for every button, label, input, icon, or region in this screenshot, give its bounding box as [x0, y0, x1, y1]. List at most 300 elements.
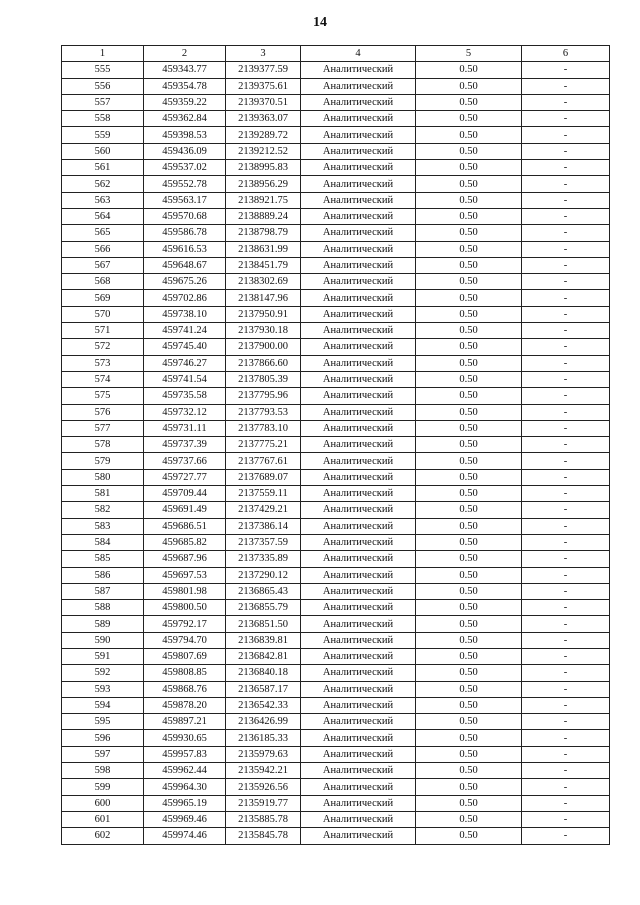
- page-number: 14: [313, 15, 327, 30]
- table-cell: 0.50: [416, 469, 522, 485]
- table-cell: 2136839.81: [226, 632, 301, 648]
- table-cell: 2136587.17: [226, 681, 301, 697]
- table-row: [62, 697, 610, 713]
- table-cell: Аналитический: [301, 486, 416, 502]
- table-cell: -: [522, 388, 610, 404]
- table-row: [62, 453, 610, 469]
- table-row: [62, 404, 610, 420]
- table-cell: Аналитический: [301, 600, 416, 616]
- table-cell: -: [522, 225, 610, 241]
- table-cell: 0.50: [416, 795, 522, 811]
- table-cell: 598: [62, 763, 144, 779]
- table-cell: 0.50: [416, 290, 522, 306]
- table-cell: Аналитический: [301, 225, 416, 241]
- column-header: 6: [522, 46, 610, 62]
- table-row: [62, 274, 610, 290]
- table-cell: 0.50: [416, 339, 522, 355]
- table-cell: Аналитический: [301, 469, 416, 485]
- table-cell: -: [522, 94, 610, 110]
- table-cell: 602: [62, 828, 144, 844]
- table-cell: Аналитический: [301, 502, 416, 518]
- table-cell: -: [522, 453, 610, 469]
- table-cell: -: [522, 534, 610, 550]
- table-cell: 459741.54: [144, 371, 226, 387]
- table-cell: -: [522, 355, 610, 371]
- table-cell: 591: [62, 648, 144, 664]
- table-cell: 568: [62, 274, 144, 290]
- table-cell: -: [522, 828, 610, 844]
- table-cell: 594: [62, 697, 144, 713]
- table-cell: 0.50: [416, 453, 522, 469]
- table-cell: Аналитический: [301, 208, 416, 224]
- table-row: [62, 518, 610, 534]
- table-cell: 596: [62, 730, 144, 746]
- table-cell: 600: [62, 795, 144, 811]
- table-row: [62, 534, 610, 550]
- table-cell: Аналитический: [301, 681, 416, 697]
- table-cell: 569: [62, 290, 144, 306]
- table-cell: 2139377.59: [226, 62, 301, 78]
- table-cell: 459563.17: [144, 192, 226, 208]
- table-cell: 0.50: [416, 583, 522, 599]
- table-cell: 459687.96: [144, 551, 226, 567]
- table-cell: Аналитический: [301, 567, 416, 583]
- table-cell: 459362.84: [144, 111, 226, 127]
- table-cell: 2136855.79: [226, 600, 301, 616]
- table-row: [62, 355, 610, 371]
- table-cell: 459675.26: [144, 274, 226, 290]
- table-cell: 0.50: [416, 127, 522, 143]
- table-cell: 571: [62, 323, 144, 339]
- table-cell: 2138451.79: [226, 257, 301, 273]
- table-cell: Аналитический: [301, 763, 416, 779]
- table-row: [62, 551, 610, 567]
- table-cell: 584: [62, 534, 144, 550]
- table-cell: 2137900.00: [226, 339, 301, 355]
- table-cell: -: [522, 551, 610, 567]
- table-row: [62, 371, 610, 387]
- table-cell: 2135845.78: [226, 828, 301, 844]
- table-cell: -: [522, 208, 610, 224]
- table-cell: 459745.40: [144, 339, 226, 355]
- table-cell: 2137795.96: [226, 388, 301, 404]
- table-cell: -: [522, 779, 610, 795]
- table-cell: 559: [62, 127, 144, 143]
- table-cell: Аналитический: [301, 730, 416, 746]
- table-cell: 0.50: [416, 730, 522, 746]
- column-header: 2: [144, 46, 226, 62]
- table-cell: 562: [62, 176, 144, 192]
- table-cell: 574: [62, 371, 144, 387]
- table-cell: 459398.53: [144, 127, 226, 143]
- table-cell: Аналитический: [301, 697, 416, 713]
- table-cell: 558: [62, 111, 144, 127]
- table-cell: Аналитический: [301, 779, 416, 795]
- table-cell: 561: [62, 160, 144, 176]
- table-cell: -: [522, 811, 610, 827]
- table-cell: 459930.65: [144, 730, 226, 746]
- table-row: [62, 600, 610, 616]
- table-cell: 570: [62, 306, 144, 322]
- table-cell: 583: [62, 518, 144, 534]
- table-cell: Аналитический: [301, 437, 416, 453]
- table-cell: 0.50: [416, 567, 522, 583]
- table-cell: 2137783.10: [226, 420, 301, 436]
- table-cell: Аналитический: [301, 616, 416, 632]
- table-cell: 459586.78: [144, 225, 226, 241]
- table-cell: 459878.20: [144, 697, 226, 713]
- table-cell: Аналитический: [301, 192, 416, 208]
- table-cell: 577: [62, 420, 144, 436]
- table-cell: 567: [62, 257, 144, 273]
- table-row: [62, 78, 610, 94]
- table-cell: 0.50: [416, 518, 522, 534]
- table-row: [62, 257, 610, 273]
- table-cell: 2138302.69: [226, 274, 301, 290]
- table-cell: -: [522, 111, 610, 127]
- table-cell: 2137335.89: [226, 551, 301, 567]
- table-cell: Аналитический: [301, 111, 416, 127]
- table-cell: -: [522, 502, 610, 518]
- table-cell: -: [522, 371, 610, 387]
- table-cell: 459868.76: [144, 681, 226, 697]
- table-cell: Аналитический: [301, 388, 416, 404]
- table-cell: 0.50: [416, 437, 522, 453]
- table-cell: 0.50: [416, 388, 522, 404]
- table-cell: -: [522, 306, 610, 322]
- table-row: [62, 160, 610, 176]
- table-cell: Аналитический: [301, 355, 416, 371]
- table-cell: 0.50: [416, 323, 522, 339]
- column-header: 5: [416, 46, 522, 62]
- table-cell: -: [522, 78, 610, 94]
- table-cell: 459974.46: [144, 828, 226, 844]
- table-cell: 2136865.43: [226, 583, 301, 599]
- table-cell: 2137386.14: [226, 518, 301, 534]
- table-cell: 580: [62, 469, 144, 485]
- table-row: [62, 290, 610, 306]
- table-cell: 0.50: [416, 160, 522, 176]
- table-cell: -: [522, 567, 610, 583]
- table-cell: 459962.44: [144, 763, 226, 779]
- table-body: [62, 62, 610, 844]
- table-cell: 459794.70: [144, 632, 226, 648]
- table-cell: 0.50: [416, 94, 522, 110]
- table-cell: 459792.17: [144, 616, 226, 632]
- table-cell: -: [522, 241, 610, 257]
- table-row: [62, 94, 610, 110]
- table-cell: 459552.78: [144, 176, 226, 192]
- table-cell: Аналитический: [301, 94, 416, 110]
- table-cell: 0.50: [416, 225, 522, 241]
- table-cell: Аналитический: [301, 551, 416, 567]
- table-cell: 2138956.29: [226, 176, 301, 192]
- table-row: [62, 567, 610, 583]
- table-cell: 459648.67: [144, 257, 226, 273]
- table-cell: 459746.27: [144, 355, 226, 371]
- table-cell: Аналитический: [301, 306, 416, 322]
- table-cell: Аналитический: [301, 453, 416, 469]
- table-cell: -: [522, 274, 610, 290]
- table-cell: -: [522, 323, 610, 339]
- table-row: [62, 111, 610, 127]
- table-cell: Аналитический: [301, 746, 416, 762]
- table-row: [62, 763, 610, 779]
- table-cell: -: [522, 681, 610, 697]
- table-cell: Аналитический: [301, 274, 416, 290]
- table-cell: -: [522, 795, 610, 811]
- table-cell: Аналитический: [301, 795, 416, 811]
- table-cell: 0.50: [416, 828, 522, 844]
- table-cell: 601: [62, 811, 144, 827]
- table-cell: -: [522, 583, 610, 599]
- table-cell: 2136842.81: [226, 648, 301, 664]
- table-cell: 2137775.21: [226, 437, 301, 453]
- table-cell: 459436.09: [144, 143, 226, 159]
- table-cell: 589: [62, 616, 144, 632]
- table-cell: 0.50: [416, 371, 522, 387]
- table-row: [62, 388, 610, 404]
- table-cell: 459800.50: [144, 600, 226, 616]
- table-row: [62, 127, 610, 143]
- table-cell: 0.50: [416, 616, 522, 632]
- table-cell: Аналитический: [301, 241, 416, 257]
- table-cell: 0.50: [416, 420, 522, 436]
- table-cell: 459738.10: [144, 306, 226, 322]
- table-cell: 2137290.12: [226, 567, 301, 583]
- table-cell: Аналитический: [301, 534, 416, 550]
- table-cell: Аналитический: [301, 583, 416, 599]
- table-cell: 0.50: [416, 502, 522, 518]
- table-cell: Аналитический: [301, 143, 416, 159]
- table-cell: 0.50: [416, 632, 522, 648]
- table-cell: 2139370.51: [226, 94, 301, 110]
- table-cell: 0.50: [416, 534, 522, 550]
- table-row: [62, 828, 610, 844]
- table-cell: 590: [62, 632, 144, 648]
- table-cell: -: [522, 160, 610, 176]
- table-row: [62, 62, 610, 78]
- table-cell: -: [522, 127, 610, 143]
- table-cell: 556: [62, 78, 144, 94]
- table-row: [62, 208, 610, 224]
- table-cell: 0.50: [416, 779, 522, 795]
- table-cell: Аналитический: [301, 257, 416, 273]
- table-cell: Аналитический: [301, 339, 416, 355]
- table-cell: 2136185.33: [226, 730, 301, 746]
- table-row: [62, 714, 610, 730]
- table-cell: 0.50: [416, 404, 522, 420]
- table-cell: 459807.69: [144, 648, 226, 664]
- table-row: [62, 502, 610, 518]
- table-cell: 0.50: [416, 665, 522, 681]
- table-cell: 459343.77: [144, 62, 226, 78]
- table-cell: 0.50: [416, 811, 522, 827]
- table-cell: 459964.30: [144, 779, 226, 795]
- table-cell: -: [522, 143, 610, 159]
- table-row: [62, 811, 610, 827]
- table-cell: 2138631.99: [226, 241, 301, 257]
- table-row: [62, 665, 610, 681]
- table-cell: Аналитический: [301, 404, 416, 420]
- table-cell: Аналитический: [301, 323, 416, 339]
- table-cell: 459957.83: [144, 746, 226, 762]
- table-cell: 0.50: [416, 355, 522, 371]
- table-cell: 2139363.07: [226, 111, 301, 127]
- table-cell: 0.50: [416, 176, 522, 192]
- table-row: [62, 583, 610, 599]
- table-row: [62, 779, 610, 795]
- table-cell: -: [522, 257, 610, 273]
- table-cell: 0.50: [416, 697, 522, 713]
- table-cell: 2135979.63: [226, 746, 301, 762]
- table-cell: 585: [62, 551, 144, 567]
- table-cell: 459709.44: [144, 486, 226, 502]
- table-cell: 588: [62, 600, 144, 616]
- table-cell: 575: [62, 388, 144, 404]
- table-cell: 0.50: [416, 274, 522, 290]
- table-cell: 0.50: [416, 62, 522, 78]
- table-cell: 2137866.60: [226, 355, 301, 371]
- table-cell: 0.50: [416, 306, 522, 322]
- table-cell: 459354.78: [144, 78, 226, 94]
- table-cell: 2139289.72: [226, 127, 301, 143]
- table-cell: -: [522, 648, 610, 664]
- table-cell: 459537.02: [144, 160, 226, 176]
- table-cell: 459737.39: [144, 437, 226, 453]
- table-cell: 595: [62, 714, 144, 730]
- table-cell: 579: [62, 453, 144, 469]
- table-cell: -: [522, 469, 610, 485]
- table-cell: 0.50: [416, 241, 522, 257]
- table-cell: 459969.46: [144, 811, 226, 827]
- table-cell: Аналитический: [301, 714, 416, 730]
- table-cell: 2137793.53: [226, 404, 301, 420]
- table-cell: 0.50: [416, 551, 522, 567]
- table-row: [62, 730, 610, 746]
- table-cell: 459727.77: [144, 469, 226, 485]
- table-cell: 459570.68: [144, 208, 226, 224]
- table-cell: 459808.85: [144, 665, 226, 681]
- table-cell: 459616.53: [144, 241, 226, 257]
- table-cell: -: [522, 437, 610, 453]
- table-cell: 599: [62, 779, 144, 795]
- table-cell: 2136542.33: [226, 697, 301, 713]
- table-cell: -: [522, 665, 610, 681]
- table-cell: 459801.98: [144, 583, 226, 599]
- table-cell: 0.50: [416, 143, 522, 159]
- table-row: [62, 339, 610, 355]
- table-cell: 2139375.61: [226, 78, 301, 94]
- coordinates-table: [61, 45, 610, 845]
- table-cell: 2136840.18: [226, 665, 301, 681]
- table-cell: Аналитический: [301, 632, 416, 648]
- table-cell: 2135926.56: [226, 779, 301, 795]
- table-cell: 563: [62, 192, 144, 208]
- table-cell: 2138995.83: [226, 160, 301, 176]
- table-cell: 572: [62, 339, 144, 355]
- table-row: [62, 681, 610, 697]
- column-header: 1: [62, 46, 144, 62]
- table-cell: 0.50: [416, 208, 522, 224]
- table-cell: 2135885.78: [226, 811, 301, 827]
- table-cell: 0.50: [416, 486, 522, 502]
- table-row: [62, 437, 610, 453]
- table-cell: 2137559.11: [226, 486, 301, 502]
- table-cell: -: [522, 518, 610, 534]
- table-cell: 0.50: [416, 78, 522, 94]
- table-cell: 0.50: [416, 746, 522, 762]
- table-cell: 459686.51: [144, 518, 226, 534]
- table-cell: -: [522, 176, 610, 192]
- table-cell: -: [522, 697, 610, 713]
- table-cell: -: [522, 600, 610, 616]
- table-cell: Аналитический: [301, 665, 416, 681]
- table-cell: 597: [62, 746, 144, 762]
- table-cell: Аналитический: [301, 518, 416, 534]
- table-row: [62, 632, 610, 648]
- table-cell: 566: [62, 241, 144, 257]
- table-cell: 593: [62, 681, 144, 697]
- table-cell: 2137767.61: [226, 453, 301, 469]
- table-cell: 582: [62, 502, 144, 518]
- column-header: 4: [301, 46, 416, 62]
- table-cell: -: [522, 616, 610, 632]
- table-cell: 2137930.18: [226, 323, 301, 339]
- table-cell: 0.50: [416, 763, 522, 779]
- table-cell: -: [522, 290, 610, 306]
- table-cell: -: [522, 420, 610, 436]
- table-cell: Аналитический: [301, 290, 416, 306]
- table-row: [62, 306, 610, 322]
- table-cell: 565: [62, 225, 144, 241]
- table-cell: -: [522, 714, 610, 730]
- table-cell: 564: [62, 208, 144, 224]
- table-row: [62, 225, 610, 241]
- table-cell: 459702.86: [144, 290, 226, 306]
- table-cell: -: [522, 62, 610, 78]
- table-cell: 0.50: [416, 648, 522, 664]
- table-cell: 459732.12: [144, 404, 226, 420]
- table-row: [62, 746, 610, 762]
- table-cell: 2138147.96: [226, 290, 301, 306]
- table-cell: Аналитический: [301, 371, 416, 387]
- table-cell: 0.50: [416, 714, 522, 730]
- table-cell: 2139212.52: [226, 143, 301, 159]
- table-cell: 0.50: [416, 111, 522, 127]
- table-cell: 2137805.39: [226, 371, 301, 387]
- table-cell: -: [522, 192, 610, 208]
- table-cell: 2135942.21: [226, 763, 301, 779]
- table-cell: 576: [62, 404, 144, 420]
- table-row: [62, 143, 610, 159]
- table-cell: 2137429.21: [226, 502, 301, 518]
- table-cell: 2137689.07: [226, 469, 301, 485]
- table-cell: -: [522, 763, 610, 779]
- table-cell: 578: [62, 437, 144, 453]
- table-cell: 581: [62, 486, 144, 502]
- table-cell: 459685.82: [144, 534, 226, 550]
- table-row: [62, 241, 610, 257]
- table-cell: 2135919.77: [226, 795, 301, 811]
- table-cell: 2137950.91: [226, 306, 301, 322]
- table-cell: -: [522, 746, 610, 762]
- table-cell: 592: [62, 665, 144, 681]
- table-cell: Аналитический: [301, 828, 416, 844]
- table-cell: 459359.22: [144, 94, 226, 110]
- table-cell: -: [522, 730, 610, 746]
- table-row: [62, 648, 610, 664]
